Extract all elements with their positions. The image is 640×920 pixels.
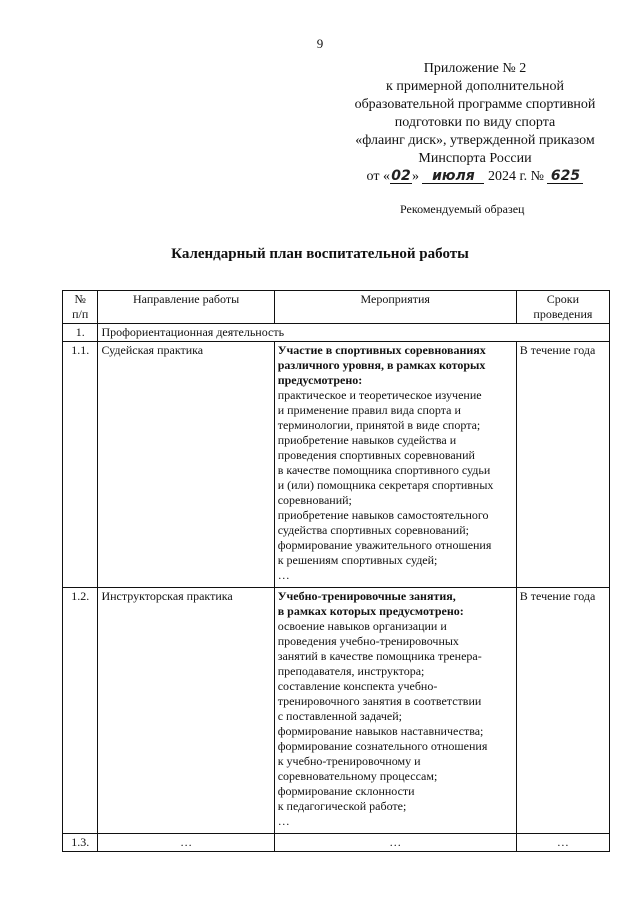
appendix-line: Приложение № 2: [423, 61, 527, 76]
header-terms-line: проведения: [533, 307, 593, 321]
appendix-line: Минспорта России: [418, 151, 532, 166]
event-line: соревнований;: [277, 493, 352, 507]
recommended-sample-label: Рекомендуемый образец: [400, 202, 525, 216]
appendix-header: [330, 60, 620, 186]
header-no-line: №: [74, 292, 86, 306]
row-terms: …: [516, 834, 609, 852]
row-no: 1.3.: [63, 834, 98, 852]
event-bold-line: Участие в спортивных соревнованиях: [277, 343, 486, 357]
appendix-line: образовательной программе спортивной: [354, 97, 596, 112]
event-line: приобретение навыков судейства и: [277, 433, 457, 447]
row-events: …: [274, 834, 516, 852]
document-title: Календарный план воспитательной работы: [171, 246, 469, 262]
event-line: тренировочного занятия в соответствии: [277, 694, 482, 708]
event-line: формирование склонности: [277, 784, 415, 798]
event-line: освоение навыков организации и: [277, 619, 447, 633]
event-line: судейства спортивных соревнований;: [277, 523, 469, 537]
event-line: к педагогической работе;: [277, 799, 407, 813]
table-row: [63, 342, 610, 588]
handwritten-day: 02: [391, 168, 411, 184]
event-line: с поставленной задачей;: [277, 709, 403, 723]
event-line: соревновательному процессам;: [277, 769, 438, 783]
header-no: [63, 291, 98, 324]
table-row: [63, 834, 610, 852]
event-line: формирование навыков наставничества;: [277, 724, 484, 738]
event-bold-line: Учебно-тренировочные занятия,: [277, 589, 456, 603]
date-prefix: от «: [366, 169, 390, 184]
calendar-plan-table: [62, 290, 610, 852]
row-terms: В течение года: [516, 588, 609, 834]
row-terms: В течение года: [516, 342, 609, 588]
event-line: формирование сознательного отношения: [277, 739, 488, 753]
row-events: [274, 342, 516, 588]
header-events: Мероприятия: [274, 291, 516, 324]
event-line: практическое и теоретическое изучение: [277, 388, 482, 402]
row-no: 1.1.: [63, 342, 98, 588]
handwritten-order-number: 625: [547, 169, 583, 184]
page-number: 9: [316, 36, 324, 51]
header-no-line: п/п: [72, 307, 89, 321]
header-direction: Направление работы: [98, 291, 274, 324]
row-no: 1.2.: [63, 588, 98, 834]
event-bold-line: в рамках которых предусмотрено:: [277, 604, 464, 618]
event-line: проведения спортивных соревнований: [277, 448, 475, 462]
event-line: и применение правил вида спорта и: [277, 403, 461, 417]
row-events: [274, 588, 516, 834]
event-line: преподавателя, инструктора;: [277, 664, 425, 678]
event-line: к учебно-тренировочному и: [277, 754, 421, 768]
header-terms-line: Сроки: [546, 292, 580, 306]
appendix-line: подготовки по виду спорта: [394, 115, 556, 130]
event-line: занятий в качестве помощника тренера-: [277, 649, 482, 663]
row-direction: …: [98, 834, 274, 852]
event-line: …: [277, 568, 290, 582]
event-line: и (или) помощника секретаря спортивных: [277, 478, 494, 492]
event-line: составление конспекта учебно-: [277, 679, 438, 693]
section-no: 1.: [63, 324, 98, 342]
appendix-line: к примерной дополнительной: [386, 79, 564, 94]
table-row: [63, 588, 610, 834]
table-header-row: [63, 291, 610, 324]
event-line: приобретение навыков самостоятельного: [277, 508, 489, 522]
event-line: в качестве помощника спортивного судьи: [277, 463, 491, 477]
order-date-line: [330, 168, 620, 186]
date-mid: »: [411, 169, 419, 184]
event-line: к решениям спортивных судей;: [277, 553, 438, 567]
table-row-section: [63, 324, 610, 342]
row-direction: Инструкторская практика: [98, 588, 274, 834]
event-line: терминологии, принятой в виде спорта;: [277, 418, 481, 432]
event-line: проведения учебно-тренировочных: [277, 634, 459, 648]
handwritten-month: июля: [422, 169, 484, 184]
event-bold-line: различного уровня, в рамках которых: [277, 358, 486, 372]
appendix-line: «флаинг диск», утвержденной приказом: [355, 133, 595, 148]
event-line: формирование уважительного отношения: [277, 538, 492, 552]
row-direction: Судейская практика: [98, 342, 274, 588]
header-terms: [516, 291, 609, 324]
date-year: 2024 г. №: [487, 169, 544, 184]
event-line: …: [277, 814, 290, 828]
section-label: Профориентационная деятельность: [98, 324, 610, 342]
event-bold-line: предусмотрено:: [277, 373, 363, 387]
